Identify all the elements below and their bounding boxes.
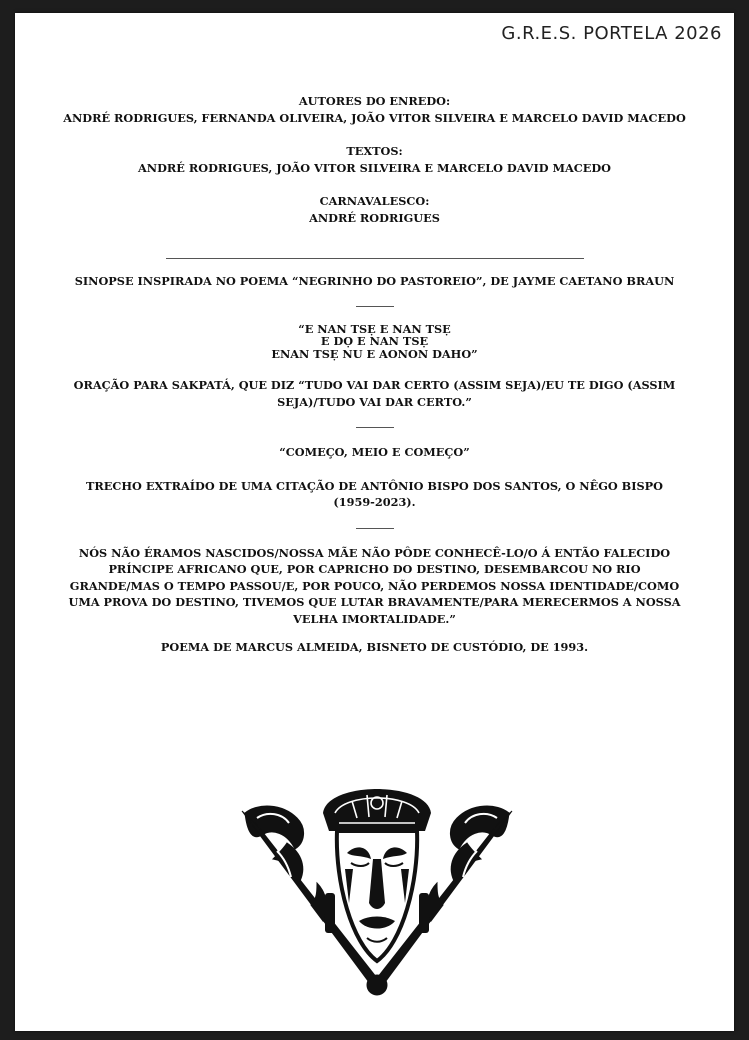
divider-long: [166, 258, 584, 259]
quote-line: “COMEÇO, MEIO E COMEÇO”: [279, 445, 470, 459]
divider-short: [356, 528, 394, 529]
poem-caption-line: POEMA DE MARCUS ALMEIDA, BISNETO DE CUSTÓDIO, DE 1993.: [160, 640, 589, 654]
divider-short: [356, 306, 394, 307]
prayer-verse: [55, 323, 694, 361]
synopsis-note: SINOPSE INSPIRADA NO POEMA “NEGRINHO DO PASTOREIO”, DE JAYME CAETANO BRAUN: [74, 274, 675, 288]
prayer-line: “E NAN TSẸ E NAN TSẸ: [298, 321, 451, 336]
credit-value: ANDRÉ RODRIGUES, JOÃO VITOR SILVEIRA E MARCELO DAVID MACEDO: [138, 160, 611, 175]
prayer-caption: [55, 377, 694, 410]
credit-label: CARNAVALESCO:: [319, 194, 430, 208]
prayer-line: E DỌ E NAN TSẸ: [320, 334, 429, 348]
credit-carnavalesco: [55, 193, 694, 226]
poem-line: PRÍNCIPE AFRICANO QUE, POR CAPRICHO DO DESTINO, DESEMBARCOU NO RIO: [108, 562, 641, 576]
quote-caption: [55, 478, 694, 511]
african-mask-ornament-icon: [227, 773, 527, 1003]
prayer-line: ENAN TSẸ NU E AONON DAHO”: [271, 346, 478, 361]
poem-line: UMA PROVA DO DESTINO, TIVEMOS QUE LUTAR BRAVAMENTE/PARA MERECERMOS A NOSSA: [68, 595, 681, 609]
document-page: [15, 13, 734, 1031]
poem-line: NÓS NÃO ÉRAMOS NASCIDOS/NOSSA MÃE NÃO PÔDE CONHECÊ-LO/O Á ENTÃO FALECIDO: [78, 545, 671, 560]
credit-value: ANDRÉ RODRIGUES: [309, 210, 440, 225]
poem-line: GRANDE/MAS O TEMPO PASSOU/E, POR POUCO, NÃO PERDEMOS NOSSA IDENTIDADE/COMO: [69, 578, 680, 593]
poem-line: VELHA IMORTALIDADE.”: [293, 611, 456, 626]
prayer-caption-line: ORAÇÃO PARA SAKPATÁ, QUE DIZ “TUDO VAI DAR CERTO (ASSIM SEJA)/EU TE DIGO (ASSIM: [73, 378, 676, 392]
credit-texts: [55, 143, 694, 176]
header-title: G.R.E.S. PORTELA 2026: [501, 23, 722, 44]
prayer-caption-line: SEJA)/TUDO VAI DAR CERTO.”: [277, 394, 472, 409]
quote-caption-line: (1959-2023).: [333, 495, 416, 509]
divider-short: [356, 427, 394, 428]
document-content: [55, 93, 694, 673]
credit-label: AUTORES DO ENREDO:: [298, 94, 451, 108]
credit-label: TEXTOS:: [346, 144, 403, 158]
poem-text: [55, 545, 694, 628]
poem-caption: [55, 639, 694, 656]
quote-text: [55, 444, 694, 461]
credit-value: ANDRÉ RODRIGUES, FERNANDA OLIVEIRA, JOÃO VITOR SILVEIRA E MARCELO DAVID MACEDO: [63, 110, 686, 125]
credit-authors: [55, 93, 694, 126]
quote-caption-line: TRECHO EXTRAÍDO DE UMA CITAÇÃO DE ANTÔNIO BISPO DOS SANTOS, O NÊGO BISPO: [85, 478, 663, 493]
